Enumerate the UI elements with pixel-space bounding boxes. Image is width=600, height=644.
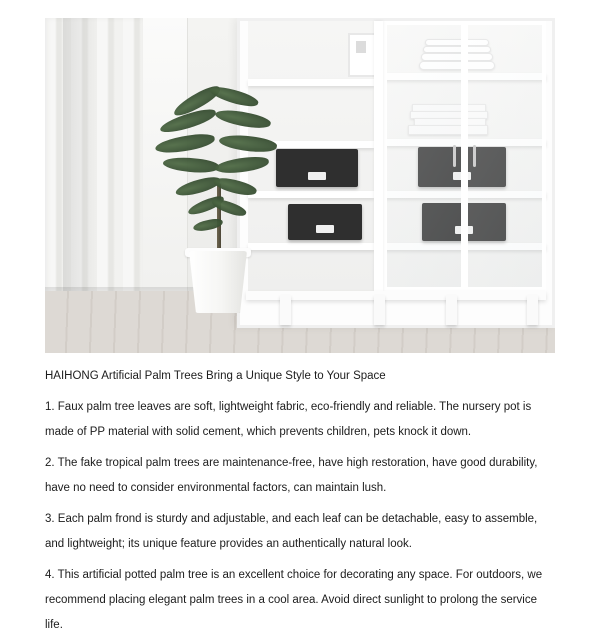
cabinet-glass-door-right bbox=[464, 21, 546, 291]
product-headline: HAIHONG Artificial Palm Trees Bring a Unique Style to Your Space bbox=[45, 370, 386, 382]
product-bullet: 4. This artificial potted palm tree is an excellent choice for decorating any space. For outdoors, we recommend placing elegant palm trees in a cool area. Avoid direct sunlight to prolong the service life. bbox=[45, 569, 543, 631]
curtain-fold-shadow bbox=[63, 18, 97, 318]
cabinet-leg bbox=[446, 295, 457, 325]
product-hero-image bbox=[45, 18, 555, 353]
potted-palm-tree bbox=[153, 88, 283, 313]
product-description bbox=[45, 368, 557, 644]
cabinet-base bbox=[246, 291, 546, 325]
cabinet-base-rail bbox=[246, 291, 546, 300]
product-bullet: 3. Each palm frond is sturdy and adjustable, and each leaf can be detachable, easy to assemble, and lightweight; its unique feature provides an authentically natural look. bbox=[45, 513, 538, 550]
storage-box-label bbox=[308, 172, 326, 180]
product-bullet: 2. The fake tropical palm trees are maintenance-free, have high restoration, have good durability, have no need to consider environmental factors, can maintain lush. bbox=[45, 457, 538, 494]
cabinet-leg bbox=[527, 295, 538, 325]
shelf bbox=[248, 79, 374, 86]
palm-frond bbox=[214, 106, 272, 131]
palm-frond bbox=[154, 132, 216, 155]
product-bullet: 1. Faux palm tree leaves are soft, lightweight fabric, eco-friendly and reliable. The nursery pot is made of PP material with solid cement, which prevents children, pets knock it down. bbox=[45, 401, 532, 438]
door-handle bbox=[473, 145, 476, 167]
cabinet-center-divider bbox=[374, 21, 383, 291]
palm-frond bbox=[214, 155, 269, 175]
cabinet-glass-door-left bbox=[383, 21, 465, 291]
storage-box-label bbox=[316, 225, 334, 233]
planter-pot bbox=[189, 251, 247, 313]
cabinet-leg bbox=[374, 295, 385, 325]
frame-artwork bbox=[356, 41, 366, 53]
room-scene bbox=[45, 18, 555, 353]
display-cabinet bbox=[237, 18, 555, 328]
storage-box bbox=[288, 204, 362, 240]
storage-box bbox=[276, 149, 358, 187]
palm-frond bbox=[162, 155, 219, 175]
palm-frond bbox=[210, 196, 247, 220]
door-handle bbox=[453, 145, 456, 167]
palm-frond bbox=[218, 132, 278, 155]
curtain bbox=[45, 18, 143, 318]
